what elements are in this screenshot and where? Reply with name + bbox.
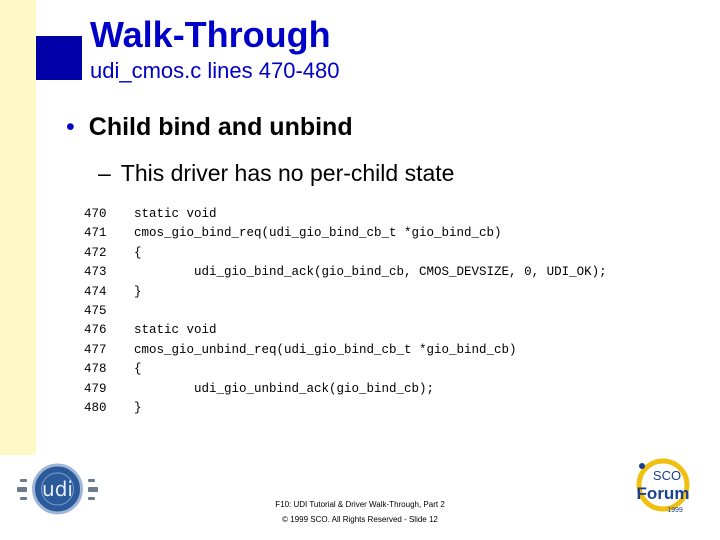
code-text: } (134, 284, 142, 299)
forum-year-text: 1999 (667, 507, 683, 514)
sco-forum-logo (630, 458, 696, 526)
footer-line1: F10: UDI Tutorial & Driver Walk-Through, Part 2 (275, 500, 445, 509)
bullet-dot-icon: • (66, 113, 75, 141)
code-line (84, 263, 607, 282)
line-number: 473 (84, 265, 107, 280)
code-line (84, 341, 607, 360)
slide-footer (200, 497, 520, 527)
code-line (84, 302, 607, 321)
code-text: udi_gio_bind_ack(gio_bind_cb, CMOS_DEVSIZE, 0, UDI_OK); (134, 265, 607, 280)
line-number: 480 (84, 400, 107, 415)
line-number: 475 (84, 303, 107, 318)
code-line (84, 283, 607, 302)
bullet-main-text: Child bind and unbind (88, 113, 353, 141)
code-line (84, 321, 607, 340)
line-number: 471 (84, 226, 107, 241)
code-line (84, 244, 607, 263)
footer-line2: © 1999 SCO. All Rights Reserved - Slide 12 (282, 515, 438, 524)
udi-logo (15, 458, 100, 520)
code-line (84, 360, 607, 379)
slide-title: Walk-Through (90, 14, 331, 55)
code-text: udi_gio_unbind_ack(gio_bind_cb); (134, 381, 435, 396)
code-text: static void (134, 323, 217, 338)
title-accent-block (36, 36, 82, 80)
line-number: 474 (84, 284, 107, 299)
left-accent-bar (0, 0, 36, 455)
code-line (84, 205, 607, 224)
sco-logo-text: SCO (652, 468, 682, 483)
line-number: 478 (84, 362, 107, 377)
line-number: 477 (84, 342, 107, 357)
code-line (84, 399, 607, 418)
bullet-dash-icon: – (98, 160, 111, 186)
udi-logo-text: udi (42, 477, 73, 501)
forum-logo-text: Forum (636, 484, 690, 503)
code-line (84, 224, 607, 243)
code-line (84, 380, 607, 399)
bullet-sub (98, 160, 454, 187)
code-text: static void (134, 207, 217, 221)
code-text: cmos_gio_unbind_req(udi_gio_bind_cb_t *gio_bind_cb) (134, 342, 517, 357)
code-text: { (134, 245, 142, 260)
line-number: 479 (84, 381, 107, 396)
code-text: { (134, 362, 142, 377)
code-text: cmos_gio_bind_req(udi_gio_bind_cb_t *gio_bind_cb) (134, 226, 502, 241)
line-number: 472 (84, 245, 107, 260)
code-text: } (134, 400, 142, 415)
bullet-sub-text: This driver has no per-child state (120, 160, 455, 186)
line-number: 476 (84, 323, 107, 338)
slide-subtitle: udi_cmos.c lines 470-480 (90, 58, 340, 83)
bullet-main (66, 113, 353, 142)
code-listing (84, 205, 607, 418)
line-number: 470 (84, 207, 107, 221)
